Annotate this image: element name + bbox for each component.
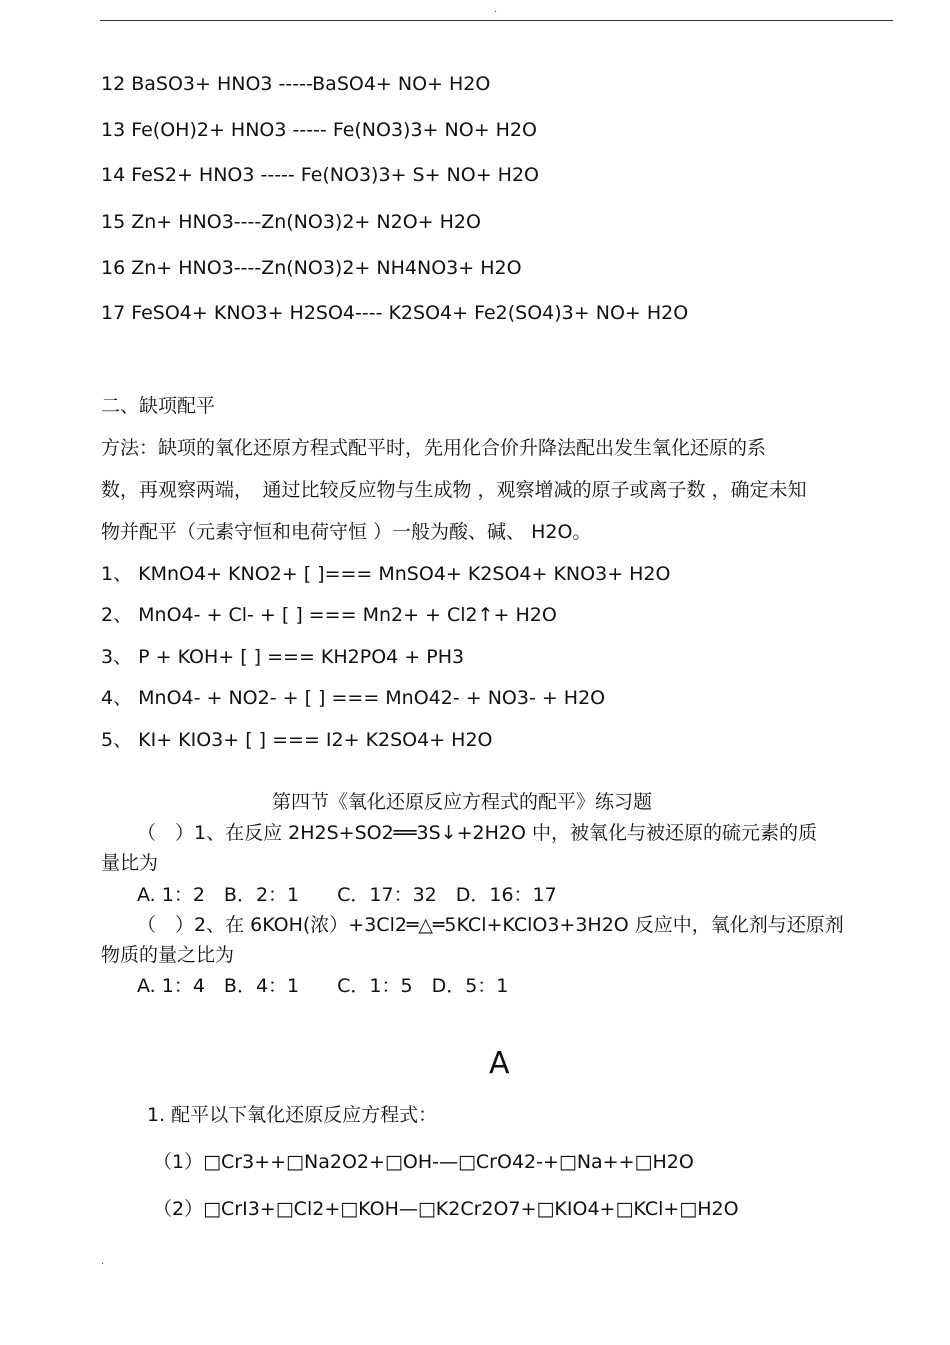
method-line-1: 方法：缺项的氧化还原方程式配平时，先用化合价升降法配出发生氧化还原的系 xyxy=(101,437,767,459)
header-rule xyxy=(100,20,893,21)
missing-item-5: 5、 KI+ KIO3+ [ ] === I2+ K2SO4+ H2O xyxy=(101,729,493,751)
section-a-equation-1: （1）□Cr3++□Na2O2+□OH-—□CrO42-+□Na++□H2O xyxy=(153,1151,694,1173)
missing-item-1: 1、 KMnO4+ KNO2+ [ ]=== MnSO4+ K2SO4+ KNO3+ H2O xyxy=(101,563,671,585)
method-line-2: 数，再观察两端， 通过比较反应物与生成物 ，观察增减的原子或离子数 ，确定未知 xyxy=(101,479,807,501)
question-1-line-2: 量比为 xyxy=(101,852,159,874)
method-line-3: 物并配平（元素守恒和电荷守恒 ）一般为酸、碱、 H2O。 xyxy=(101,521,592,543)
missing-item-4: 4、 MnO4- + NO2- + [ ] === MnO42- + NO3- + H2O xyxy=(101,687,606,709)
section-a-equation-2: （2）□CrI3+□Cl2+□KOH—□K2Cr2O7+□KIO4+□KCl+□H2O xyxy=(153,1198,739,1220)
missing-item-3: 3、 P + KOH+ [ ] === KH2PO4 + PH3 xyxy=(101,646,465,668)
question-2-line-1: （ ）2、在 6KOH(浓）+3Cl2═△═5KCl+KClO3+3H2O 反应中，氧化剂与还原剂 xyxy=(137,914,844,936)
equation-16: 16 Zn+ HNO3----Zn(NO3)2+ NH4NO3+ H2O xyxy=(101,257,522,279)
equation-14: 14 FeS2+ HNO3 ----- Fe(NO3)3+ S+ NO+ H2O xyxy=(101,164,539,186)
question-1-line-1: （ ）1、在反应 2H2S+SO2══3S↓+2H2O 中，被氧化与被还原的硫元素的质 xyxy=(137,822,818,844)
question-1-options: A. 1：2 B．2：1 C．17：32 D．16：17 xyxy=(137,884,557,906)
section-a-instruction: 1. 配平以下氧化还原反应方程式： xyxy=(147,1104,438,1126)
section4-title: 第四节《氧化还原反应方程式的配平》练习题 xyxy=(272,791,653,813)
question-2-line-2: 物质的量之比为 xyxy=(101,944,235,966)
section-a-heading: A xyxy=(489,1046,510,1081)
missing-item-2: 2、 MnO4- + Cl- + [ ] === Mn2+ + Cl2↑+ H2O xyxy=(101,604,557,626)
section2-title: 二、缺项配平 xyxy=(101,395,216,417)
question-2-options: A. 1：4 B．4：1 C．1：5 D．5：1 xyxy=(137,975,509,997)
equation-15: 15 Zn+ HNO3----Zn(NO3)2+ N2O+ H2O xyxy=(101,211,481,233)
equation-17: 17 FeSO4+ KNO3+ H2SO4---- K2SO4+ Fe2(SO4)3+ NO+ H2O xyxy=(101,302,689,324)
equation-13: 13 Fe(OH)2+ HNO3 ----- Fe(NO3)3+ NO+ H2O xyxy=(101,119,537,141)
footer-dot: . xyxy=(101,1256,105,1267)
header-dot: . xyxy=(494,4,498,15)
equation-12: 12 BaSO3+ HNO3 -----BaSO4+ NO+ H2O xyxy=(101,73,491,95)
